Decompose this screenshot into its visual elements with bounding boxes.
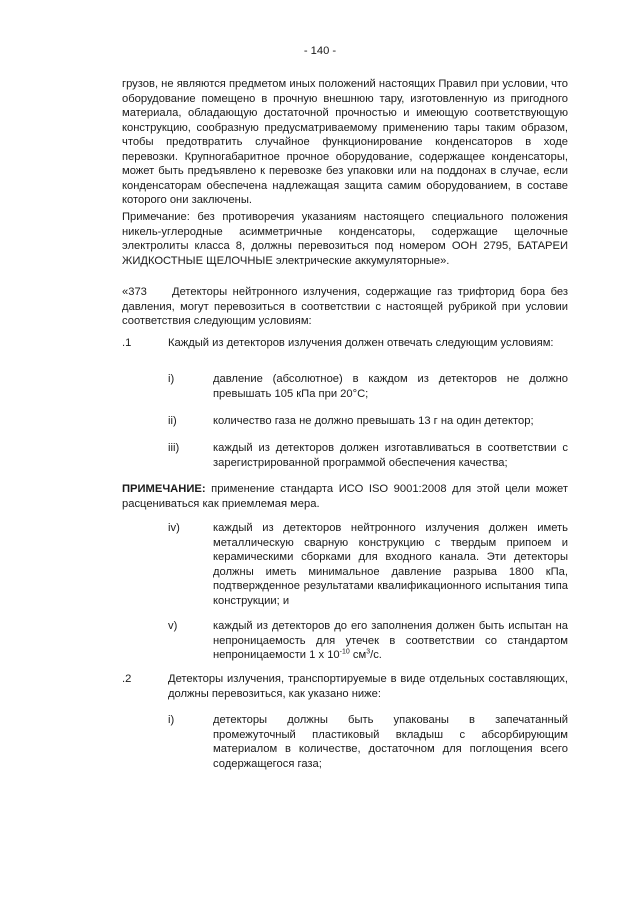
item-text-1: Каждый из детекторов излучения должен отвечать следующим условиям:: [168, 337, 554, 349]
subitem-text: детекторы должны быть упакованы в запечатанный промежуточный пластиковый вкладыш с абсорбирующим материалом в количестве, достаточном для поглощения всего содержащегося газа;: [213, 714, 568, 770]
subitem-number: iv): [168, 522, 180, 534]
exponent: -10: [339, 648, 350, 656]
page-number: - 140 -: [303, 45, 337, 57]
note-nickel-carbon: Примечание: без противоречия указаниям настоящего специального положения никель-углеродные асимметричные конденсаторы, содержащие щелочные электролиты класса 8, должны перевозиться под номером ООН 2795, БАТАРЕИ ЖИДКОСТНЫЕ ЩЕЛОЧНЫЕ электрические аккумуляторные».: [122, 211, 568, 267]
subitem-number: v): [168, 620, 178, 632]
unit-text: см: [349, 649, 367, 661]
item-number-1: .1: [122, 337, 132, 349]
note-label: ПРИМЕЧАНИЕ:: [122, 483, 206, 495]
note-text: применение стандарта ИСО ISO 9001:2008 для этой цели может расцениваться как приемлемая мера.: [122, 483, 568, 510]
subitem-number: i): [168, 714, 175, 726]
subitem-number: iii): [168, 442, 180, 454]
subitem-text: количество газа не должно превышать 13 г на один детектор;: [213, 415, 534, 427]
subitem-number: ii): [168, 415, 177, 427]
provision-text: Детекторы нейтронного излучения, содержащие газ трифторид бора без давления, могут перевозиться в соответствии с настоящей рубрикой при условии соответствия следующим условиям:: [122, 286, 568, 327]
unit-exponent: 3: [366, 648, 371, 656]
item-text-2: Детекторы излучения, транспортируемые в виде отдельных составляющих, должны перевозиться, как указано ниже:: [168, 673, 568, 700]
subitem-text: давление (абсолютное) в каждом из детекторов не должно превышать 105 кПа при 20°C;: [213, 373, 568, 400]
provision-number: «373: [122, 286, 147, 298]
item-number-2: .2: [122, 673, 132, 685]
subitem-text: каждый из детекторов должен изготавливаться в соответствии с зарегистрированной программой обеспечения качества;: [213, 442, 568, 469]
subitem-text: [213, 619, 568, 663]
paragraph-equipment: грузов, не являются предметом иных положений настоящих Правил при условии, что оборудование помещено в прочную внешнюю тару, изготовленную из пригодного материала, обладающую достаточной прочностью и имеющую соответствующую конструкцию, сообразную предусматриваемому применению тары таким образом, чтобы предотвратить случайное функционирование конденсаторов в ходе перевозки. Крупногабаритное прочное оборудование, содержащее конденсаторы, может быть предъявлено к перевозке без упаковки или на поддонах в случае, если конденсаторам обеспечена надлежащая защита самим оборудованием, в составе которого они заключены.: [122, 78, 568, 206]
subitem-text: каждый из детекторов нейтронного излучения должен иметь металлическую сварную конструкцию с твердым припоем и керамическими сборками для входного канала. Эти детекторы должны иметь минимальное давление разрыва 1800 кПа, подтвержденное результатами квалификационного испытания типа конструкции; и: [213, 522, 568, 607]
text-after: /с.: [370, 649, 382, 661]
note-iso: [122, 482, 568, 511]
text-before: каждый из детекторов до его заполнения должен быть испытан на непроницаемость для утечек в соответствии со стандартом непроницаемости 1 x 10: [213, 620, 568, 661]
subitem-number: i): [168, 373, 175, 385]
